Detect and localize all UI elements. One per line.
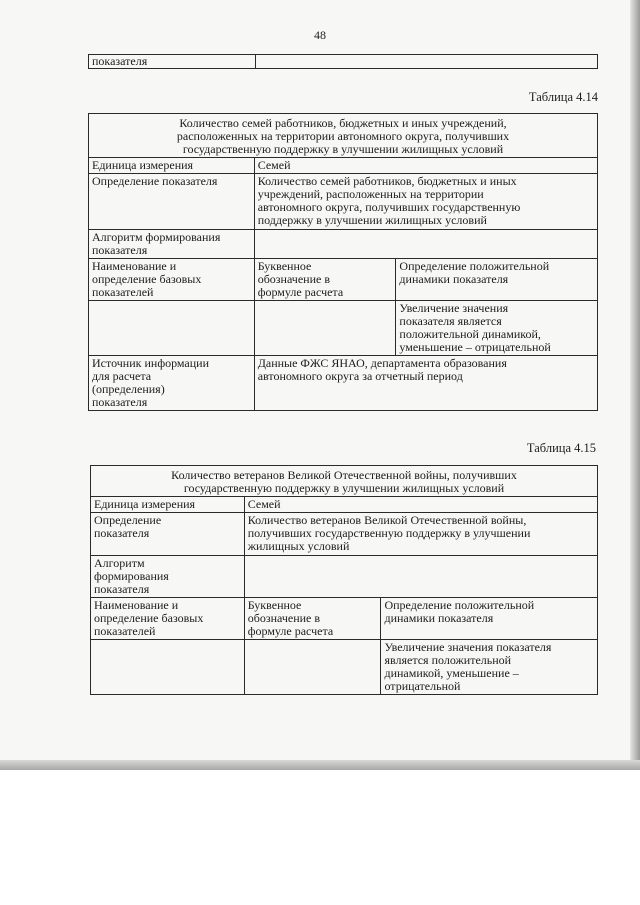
unit-value: Семей	[247, 497, 281, 511]
letter-label-line: Буквенное	[257, 259, 312, 273]
table-4-15	[90, 465, 598, 695]
unit-value-cell	[254, 158, 597, 174]
table-4-15-caption: Таблица 4.15	[526, 441, 596, 455]
table-row	[89, 114, 598, 158]
dynamics-label-line: Определение положительной	[384, 598, 535, 612]
dynamics-label-line: динамики показателя	[399, 272, 509, 286]
table-4-14	[88, 113, 598, 411]
definition-label-cell	[89, 174, 255, 230]
table-row	[91, 598, 598, 640]
letter-label-line: обозначение в	[257, 272, 330, 286]
definition-line: Количество семей работников, бюджетных и иных	[257, 174, 517, 188]
table-row	[89, 158, 598, 174]
dynamics-value-line: Увеличение значения показателя	[384, 640, 552, 654]
algorithm-label-cell	[89, 230, 255, 259]
definition-label: Определение показателя	[92, 174, 218, 188]
definition-line: жилищных условий	[247, 539, 350, 553]
previous-table-continuation	[88, 54, 598, 69]
unit-value-cell	[244, 497, 597, 513]
algorithm-label-line: Алгоритм	[94, 556, 145, 570]
page-edge-shadow-bottom	[0, 760, 640, 770]
prev-table-label: показателя	[92, 54, 148, 68]
table-4-15-title	[91, 466, 598, 497]
unit-value: Семей	[257, 158, 291, 172]
dynamics-value-line: показателя является	[399, 314, 502, 328]
definition-line: учреждений, расположенных на территории	[257, 187, 484, 201]
table-4-14-caption: Таблица 4.14	[528, 90, 598, 104]
letter-designation-header-cell	[244, 598, 381, 640]
table-row	[91, 556, 598, 598]
unit-label-cell	[91, 497, 245, 513]
definition-value-cell	[254, 174, 597, 230]
table-title-line: государственную поддержку в улучшении жилищных условий	[182, 142, 504, 156]
table-4-14-title	[89, 114, 598, 158]
table-row	[91, 466, 598, 497]
base-label-line: определение базовых	[92, 272, 202, 286]
dynamics-value-cell	[396, 301, 598, 356]
empty-cell	[91, 640, 245, 695]
base-label-line: определение базовых	[94, 611, 204, 625]
dynamics-header-cell	[381, 598, 598, 640]
source-label-cell	[89, 356, 255, 411]
source-label-line: Источник информации	[92, 356, 210, 370]
algorithm-label-line: показателя	[94, 582, 150, 596]
empty-cell	[254, 301, 396, 356]
definition-label-line: Определение	[94, 513, 162, 527]
prev-table-value-cell	[256, 55, 598, 69]
source-value-cell	[254, 356, 597, 411]
algorithm-value-cell	[254, 230, 597, 259]
letter-label-line: обозначение в	[247, 611, 321, 625]
source-label-line: показателя	[92, 395, 148, 409]
source-value-line: автономного округа за отчетный период	[257, 369, 463, 383]
table-row	[89, 301, 598, 356]
dynamics-value-line: является положительной	[384, 653, 512, 667]
dynamics-value-line: уменьшение – отрицательной	[399, 340, 551, 354]
table-title-line: Количество ветеранов Великой Отечественной войны, получивших	[171, 468, 517, 482]
base-indicators-label-cell	[91, 598, 245, 640]
table-row	[89, 55, 598, 69]
algorithm-label-line: Алгоритм формирования	[92, 230, 221, 244]
source-label-line: (определения)	[92, 382, 165, 396]
empty-cell	[244, 640, 381, 695]
base-label-line: Наименование и	[92, 259, 177, 273]
unit-label-cell	[89, 158, 255, 174]
letter-designation-header-cell	[254, 259, 396, 301]
base-label-line: Наименование и	[94, 598, 179, 612]
algorithm-label-line: показателя	[92, 243, 148, 257]
definition-label-cell	[91, 513, 245, 556]
table-row	[89, 259, 598, 301]
dynamics-label-line: динамики показателя	[384, 611, 494, 625]
page-edge-shadow-right	[630, 0, 640, 768]
algorithm-label-cell	[91, 556, 245, 598]
unit-label: Единица измерения	[92, 158, 194, 172]
dynamics-header-cell	[396, 259, 598, 301]
letter-label-line: Буквенное	[247, 598, 302, 612]
algorithm-label-line: формирования	[94, 569, 169, 583]
table-row	[91, 640, 598, 695]
source-value-line: Данные ФЖС ЯНАО, департамента образования	[257, 356, 507, 370]
table-row	[89, 174, 598, 230]
dynamics-label-line: Определение положительной	[399, 259, 550, 273]
table-row	[91, 497, 598, 513]
prev-table-label-cell	[89, 55, 256, 69]
definition-line: поддержку в улучшении жилищных условий	[257, 213, 487, 227]
definition-line: получивших государственную поддержку в улучшении	[247, 526, 531, 540]
definition-line: автономного округа, получивших государственную	[257, 200, 521, 214]
empty-cell	[89, 301, 255, 356]
table-title-line: государственную поддержку в улучшении жилищных условий	[183, 481, 505, 495]
dynamics-value-line: положительной динамикой,	[399, 327, 541, 341]
letter-label-line: формуле расчета	[257, 285, 344, 299]
dynamics-value-line: динамикой, уменьшение –	[384, 666, 519, 680]
algorithm-value-cell	[244, 556, 597, 598]
dynamics-value-line: Увеличение значения	[399, 301, 509, 315]
dynamics-value-line: отрицательной	[384, 679, 461, 693]
definition-value-cell	[244, 513, 597, 556]
definition-label-line: показателя	[94, 526, 150, 540]
table-row	[91, 513, 598, 556]
base-label-line: показателей	[92, 285, 154, 299]
table-title-line: расположенных на территории автономного округа, получивших	[176, 129, 510, 143]
table-row	[89, 230, 598, 259]
table-row	[89, 356, 598, 411]
table-title-line: Количество семей работников, бюджетных и иных учреждений,	[179, 116, 507, 130]
base-indicators-label-cell	[89, 259, 255, 301]
unit-label: Единица измерения	[94, 497, 196, 511]
page-number: 48	[314, 28, 326, 42]
letter-label-line: формуле расчета	[247, 624, 334, 638]
base-label-line: показателей	[94, 624, 156, 638]
dynamics-value-cell	[381, 640, 598, 695]
source-label-line: для расчета	[92, 369, 152, 383]
definition-line: Количество ветеранов Великой Отечественной войны,	[247, 513, 527, 527]
